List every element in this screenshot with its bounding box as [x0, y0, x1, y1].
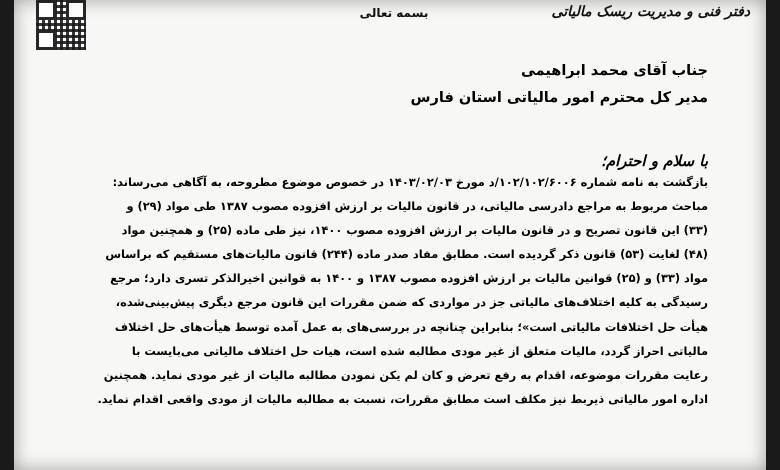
body-line: مالیاتی احراز گردد، مالیات متعلق از غیر مودی مطالبه شده است، هیات حل اختلاف مالیاتی می‌بایست با	[131, 343, 708, 358]
body-line: بازگشت به نامه شماره ۱۰۲/۱۰۲/۶۰۰۶/د مورخ ۱۴۰۳/۰۲/۰۳ در خصوص موضوع مطروحه، به آگاهی می‌رساند:	[112, 175, 708, 189]
body-line: اداره امور مالیاتی ذیربط نیز مکلف است مطابق مقررات، نسبت به مطالبه مالیات از مودی واقعی اقدام نماید.	[97, 391, 708, 406]
body-line: مواد (۳۳) و (۲۵) قوانین مالیات بر ارزش افزوده مصوب ۱۳۸۷ و ۱۴۰۰ به قوانین اخیرالذکر تسری دارد؛ مرجع	[110, 271, 708, 286]
recipient-block	[208, 58, 708, 112]
body-line: رعایت مقررات موضوعه، اقدام به رفع تعرض و کان لم یکن نمودن مطالبه مالیات از غیر مودی نماید. همچنین	[103, 367, 708, 382]
office-letterhead: دفتر فنی و مدیریت ریسک مالیاتی	[551, 4, 750, 20]
body-line: (۴۸) لغایت (۵۳) قانون ذکر گردیده است. مطابق مفاد صدر ماده (۲۴۴) قانون مالیات‌های مستقیم که براساس	[105, 247, 708, 262]
recipient-title: مدیر کل محترم امور مالیاتی استان فارس	[410, 90, 708, 106]
body-line: رسیدگی به کلیه اختلاف‌های مالیاتی جز در مواردی که ضمن مقررات این قانون مرجع دیگری پیش‌بینی‌شده،	[115, 295, 708, 310]
letter-page	[14, 0, 766, 470]
salutation: با سلام و احترام؛	[601, 152, 708, 170]
body-line: هیأت حل اختلافات مالیاتی است»؛ بنابراین چنانچه در بررسی‌های به عمل آمده توسط هیأت‌های حل اختلاف	[114, 319, 708, 334]
letter-body	[94, 170, 708, 411]
recipient-name: جناب آقای محمد ابراهیمی	[520, 63, 708, 79]
basmala-heading: بسمه تعالی	[359, 6, 429, 20]
qr-code	[36, 0, 86, 50]
body-line: مباحث مربوط به مراجع دادرسی مالیاتی، در قانون مالیات بر ارزش افزوده مصوب ۱۳۸۷ طی مواد (۲۹) و	[126, 199, 708, 214]
body-line: (۳۳) این قانون تصریح و در قانون مالیات بر ارزش افزوده مصوب ۱۴۰۰، نیز طی ماده (۲۵) و همچنین مواد	[121, 223, 708, 238]
